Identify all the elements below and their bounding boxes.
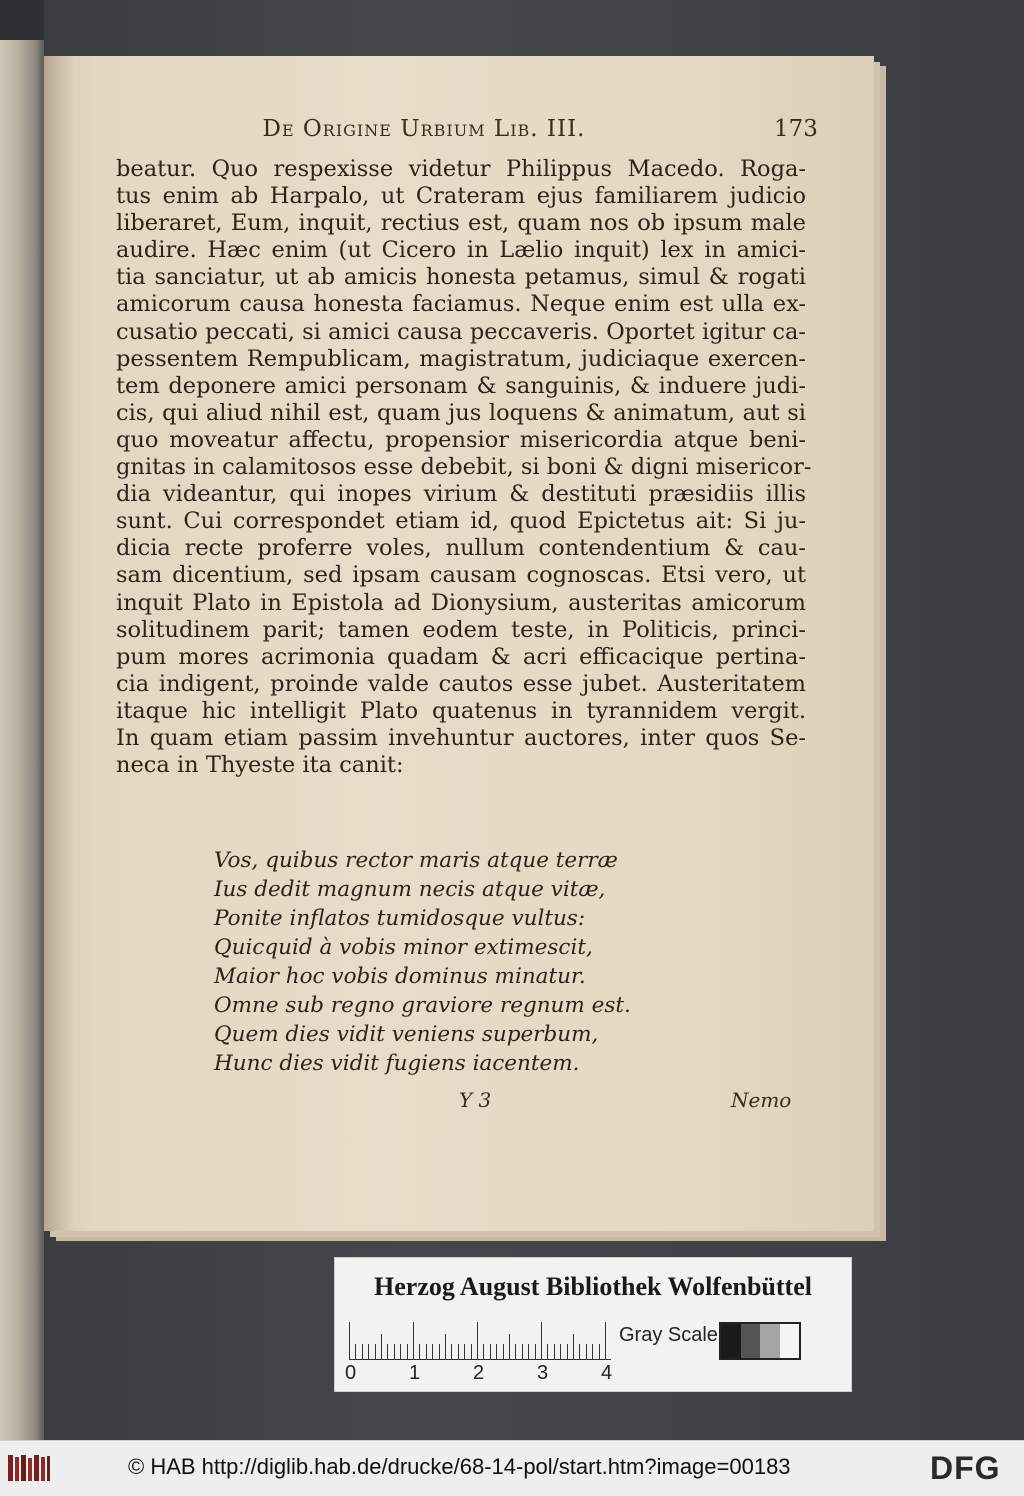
page-number: 173 [774, 116, 818, 142]
ruler-number: 1 [409, 1362, 421, 1384]
ruler-tick [451, 1344, 452, 1360]
ruler-tick [541, 1322, 542, 1360]
ruler-tick [432, 1344, 433, 1360]
book-page [44, 56, 874, 1231]
scale-ruler [349, 1320, 611, 1360]
text-line: tus enim ab Harpalo, ut Crateram ejus familiarem judicio [116, 183, 806, 210]
ruler-tick [586, 1344, 587, 1360]
text-line: quo moveatur affectu, propensior misericordia atque beni- [116, 426, 806, 453]
text-line: neca in Thyeste ita canit: [116, 752, 404, 779]
text-line: audire. Hæc enim (ut Cicero in Lælio inquit) lex in amici- [116, 237, 806, 264]
footer-bar [0, 1440, 1024, 1496]
body-text [116, 156, 812, 779]
ruler-tick [490, 1344, 491, 1360]
ruler-tick [394, 1344, 395, 1360]
text-line: liberaret, Eum, inquit, rectius est, quam nos ob ipsum male [116, 210, 806, 237]
text-line: itaque hic intelligit Plato quatenus in tyrannidem vergit. [116, 697, 806, 724]
verse-line: Ponite inflatos tumidosque vultus: [214, 906, 586, 931]
text-line: tem deponere amici personam & sanguinis, & induere judi- [116, 372, 806, 399]
ruler-number: 3 [537, 1362, 549, 1384]
ruler-tick [419, 1344, 420, 1360]
copyright-url: © HAB http://diglib.hab.de/drucke/68-14-pol/start.htm?image=00183 [128, 1454, 791, 1479]
ruler-tick [426, 1344, 427, 1360]
ruler-tick [464, 1344, 465, 1360]
ruler-tick [407, 1344, 408, 1360]
text-line: dicia recte proferre voles, nullum contendentium & cau- [116, 535, 806, 562]
ruler-tick [381, 1334, 382, 1360]
ruler-tick [605, 1322, 606, 1360]
grayscale-swatch [741, 1324, 761, 1358]
text-line: pessentem Rempublicam, magistratum, judiciaque exercen- [116, 345, 806, 372]
text-line: cis, qui aliud nihil est, quam jus loquens & animatum, aut si [116, 399, 806, 426]
ruler-tick [592, 1344, 593, 1360]
grayscale-swatch [760, 1324, 780, 1358]
ruler-tick [445, 1334, 446, 1360]
verse-line: Ius dedit magnum necis atque vitæ, [214, 877, 606, 902]
text-line: beatur. Quo respexisse videtur Philippus Macedo. Roga- [116, 156, 806, 182]
text-line: In quam etiam passim invehuntur auctores, inter quos Se- [116, 724, 806, 751]
catchword: Nemo [731, 1088, 792, 1112]
ruler-tick [554, 1344, 555, 1360]
verse-line: Omne sub regno graviore regnum est. [214, 993, 631, 1018]
ruler-tick [368, 1344, 369, 1360]
text-line: solitudinem parit; tamen eodem teste, in Politicis, princi- [116, 616, 806, 643]
ruler-tick [439, 1344, 440, 1360]
ruler-tick [458, 1344, 459, 1360]
ruler-tick [362, 1344, 363, 1360]
running-header [44, 116, 874, 150]
background-edge-top [0, 0, 44, 40]
ruler-tick [515, 1344, 516, 1360]
verse-line: Maior hoc vobis dominus minatur. [214, 964, 586, 989]
text-line: cusatio peccati, si amici causa peccaveris. Oportet igitur ca- [116, 318, 806, 345]
ruler-tick [535, 1344, 536, 1360]
ruler-number: 2 [473, 1362, 485, 1384]
ruler-tick [387, 1344, 388, 1360]
text-line: inquit Plato in Epistola ad Dionysium, austeritas amicorum [116, 589, 806, 616]
color-calibration-card [334, 1257, 852, 1392]
ruler-tick [375, 1344, 376, 1360]
ruler-tick [413, 1322, 414, 1360]
books-icon [6, 1453, 52, 1483]
verse-line: Vos, quibus rector maris atque terræ [214, 848, 618, 873]
ruler-tick [496, 1344, 497, 1360]
verse-line: Quem dies vidit veniens superbum, [214, 1022, 599, 1047]
verse-line: Hunc dies vidit fugiens iacentem. [214, 1051, 580, 1076]
text-line: tia sanciatur, ut ab amicis honesta petamus, simul & rogati [116, 264, 806, 291]
ruler-tick [522, 1344, 523, 1360]
ruler-tick [573, 1334, 574, 1360]
header-title: De Origine Urbium Lib. III. [262, 116, 586, 142]
ruler-tick [477, 1322, 478, 1360]
text-line: pum mores acrimonia quadam & acri efficacique pertina- [116, 643, 806, 670]
ruler-tick [579, 1344, 580, 1360]
page-gutter-shade [44, 56, 74, 1231]
verse-line: Quicquid à vobis minor extimescit, [214, 935, 593, 960]
grayscale-label: Gray Scale [619, 1324, 718, 1346]
ruler-number: 4 [601, 1362, 613, 1384]
text-line: sam dicentium, sed ipsam causam cognoscas. Etsi vero, ut [116, 562, 806, 589]
ruler-tick [355, 1344, 356, 1360]
verse-block [214, 846, 734, 1078]
text-line: gnitas in calamitosos esse debebit, si boni & digni misericor- [116, 454, 812, 481]
grayscale-swatch [721, 1324, 741, 1358]
ruler-tick [349, 1322, 350, 1360]
signature-mark: Y 3 [459, 1088, 492, 1112]
ruler-tick [599, 1344, 600, 1360]
text-line: cia indigent, proinde valde cautos esse jubet. Austeritatem [116, 670, 806, 697]
ruler-tick [471, 1344, 472, 1360]
grayscale-bar [719, 1322, 801, 1360]
ruler-number: 0 [345, 1362, 357, 1384]
ruler-tick [547, 1344, 548, 1360]
ruler-tick [483, 1344, 484, 1360]
dfg-logo: DFG [930, 1450, 1001, 1486]
ruler-tick [567, 1344, 568, 1360]
ruler-tick [528, 1344, 529, 1360]
text-line: sunt. Cui correspondet etiam id, quod Epictetus ait: Si ju- [116, 508, 806, 535]
text-line: amicorum causa honesta faciamus. Neque enim est ulla ex- [116, 291, 806, 318]
ruler-tick [509, 1334, 510, 1360]
grayscale-swatch [780, 1324, 800, 1358]
text-line: dia videantur, qui inopes virium & destituti præsidiis illis [116, 481, 806, 508]
binding-edge [0, 40, 44, 1440]
ruler-tick [503, 1344, 504, 1360]
ruler-tick [400, 1344, 401, 1360]
ruler-tick [560, 1344, 561, 1360]
library-name: Herzog August Bibliothek Wolfenbüttel [374, 1272, 812, 1301]
